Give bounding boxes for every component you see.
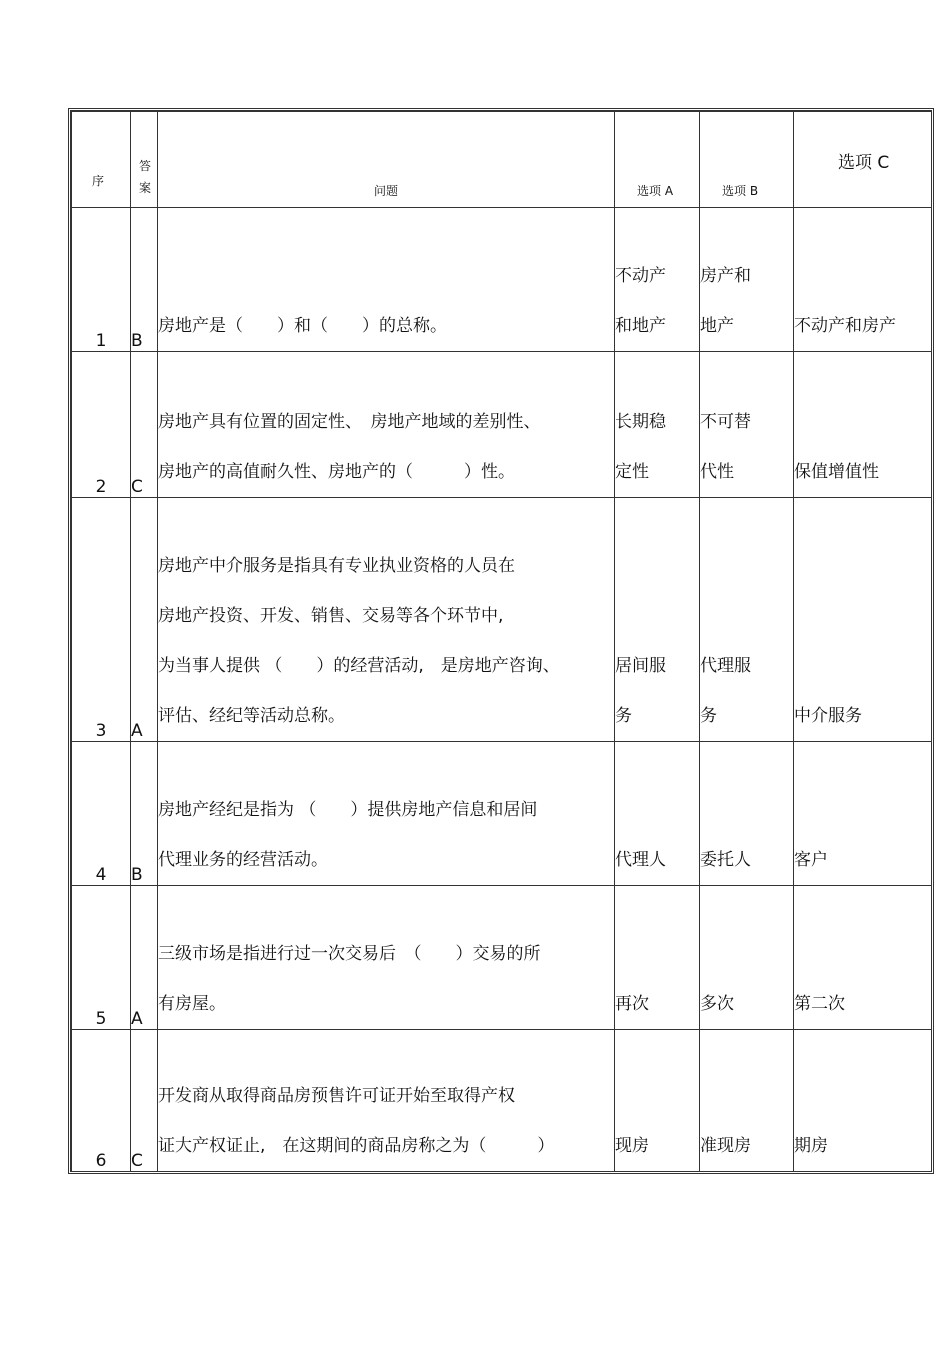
table-row <box>72 886 932 1030</box>
row-option-a <box>615 208 700 352</box>
option-a-line: 居间服 <box>615 656 666 676</box>
table-row <box>72 498 932 742</box>
row-option-c: 第二次 <box>794 886 932 1030</box>
option-b-line: 地产 <box>700 316 734 336</box>
question-line: 房地产经纪是指为 （ ）提供房地产信息和居间 <box>158 800 538 820</box>
row-option-a <box>615 352 700 498</box>
row-answer: C <box>131 1030 158 1172</box>
row-option-a <box>615 498 700 742</box>
row-option-b <box>700 742 794 886</box>
question-line: 房地产投资、开发、销售、交易等各个环节中, <box>158 606 504 626</box>
row-seq: 2 <box>72 352 131 498</box>
row-question <box>158 208 615 352</box>
row-answer: A <box>131 886 158 1030</box>
table-row <box>72 352 932 498</box>
header-question: 问题 <box>158 112 615 208</box>
quiz-table <box>71 111 932 1172</box>
row-option-a <box>615 1030 700 1172</box>
header-answer-line1: 答 <box>139 159 152 173</box>
row-answer: B <box>131 742 158 886</box>
question-line: 房地产是（ ）和（ ）的总称。 <box>158 316 447 336</box>
row-question <box>158 742 615 886</box>
header-option-b: 选项 B <box>700 112 794 208</box>
question-line: 三级市场是指进行过一次交易后 （ ）交易的所 <box>158 944 541 964</box>
row-seq: 6 <box>72 1030 131 1172</box>
option-a-line: 现房 <box>615 1136 649 1156</box>
option-b-line: 房产和 <box>700 266 751 286</box>
row-option-a <box>615 742 700 886</box>
question-line: 有房屋。 <box>158 994 226 1014</box>
row-answer: B <box>131 208 158 352</box>
row-seq: 5 <box>72 886 131 1030</box>
header-answer <box>131 112 158 208</box>
header-row <box>72 112 932 208</box>
table-row <box>72 1030 932 1172</box>
option-b-line: 代性 <box>700 462 734 482</box>
option-a-line: 代理人 <box>615 850 666 870</box>
option-a-line: 长期稳 <box>615 412 666 432</box>
header-option-a: 选项 A <box>615 112 700 208</box>
option-b-line: 代理服 <box>700 656 751 676</box>
header-option-c: 选项 C <box>794 112 932 208</box>
row-option-c: 中介服务 <box>794 498 932 742</box>
row-question <box>158 886 615 1030</box>
option-b-line: 准现房 <box>700 1136 751 1156</box>
question-line: 开发商从取得商品房预售许可证开始至取得产权 <box>158 1086 515 1106</box>
table-row <box>72 742 932 886</box>
row-seq: 1 <box>72 208 131 352</box>
option-a-line: 再次 <box>615 994 649 1014</box>
row-option-b <box>700 886 794 1030</box>
option-a-line: 不动产 <box>615 266 666 286</box>
row-seq: 3 <box>72 498 131 742</box>
row-question <box>158 498 615 742</box>
option-b-line: 委托人 <box>700 850 751 870</box>
question-line: 证大产权证止, 在这期间的商品房称之为（ ） <box>158 1136 555 1156</box>
quiz-sheet <box>68 108 934 1174</box>
row-seq: 4 <box>72 742 131 886</box>
question-line: 为当事人提供 （ ）的经营活动, 是房地产咨询、 <box>158 656 560 676</box>
option-b-line: 多次 <box>700 994 734 1014</box>
option-b-line: 务 <box>700 706 717 726</box>
table-row <box>72 208 932 352</box>
question-line: 房地产中介服务是指具有专业执业资格的人员在 <box>158 556 515 576</box>
row-option-b <box>700 208 794 352</box>
row-option-c: 客户 <box>794 742 932 886</box>
row-answer: A <box>131 498 158 742</box>
row-question <box>158 352 615 498</box>
row-option-c: 不动产和房产 <box>794 208 932 352</box>
row-option-c: 期房 <box>794 1030 932 1172</box>
question-line: 房地产具有位置的固定性、 房地产地域的差别性、 <box>158 412 541 432</box>
row-option-b <box>700 498 794 742</box>
option-a-line: 和地产 <box>615 316 666 336</box>
row-question <box>158 1030 615 1172</box>
row-option-b <box>700 1030 794 1172</box>
header-seq: 序 <box>72 112 131 208</box>
row-option-b <box>700 352 794 498</box>
row-option-c: 保值增值性 <box>794 352 932 498</box>
question-line: 评估、经纪等活动总称。 <box>158 706 345 726</box>
row-answer: C <box>131 352 158 498</box>
header-answer-line2: 案 <box>139 181 152 195</box>
option-a-line: 定性 <box>615 462 649 482</box>
row-option-a <box>615 886 700 1030</box>
question-line: 房地产的高值耐久性、房地产的（ ）性。 <box>158 462 515 482</box>
question-line: 代理业务的经营活动。 <box>158 850 328 870</box>
option-a-line: 务 <box>615 706 632 726</box>
option-b-line: 不可替 <box>700 412 751 432</box>
